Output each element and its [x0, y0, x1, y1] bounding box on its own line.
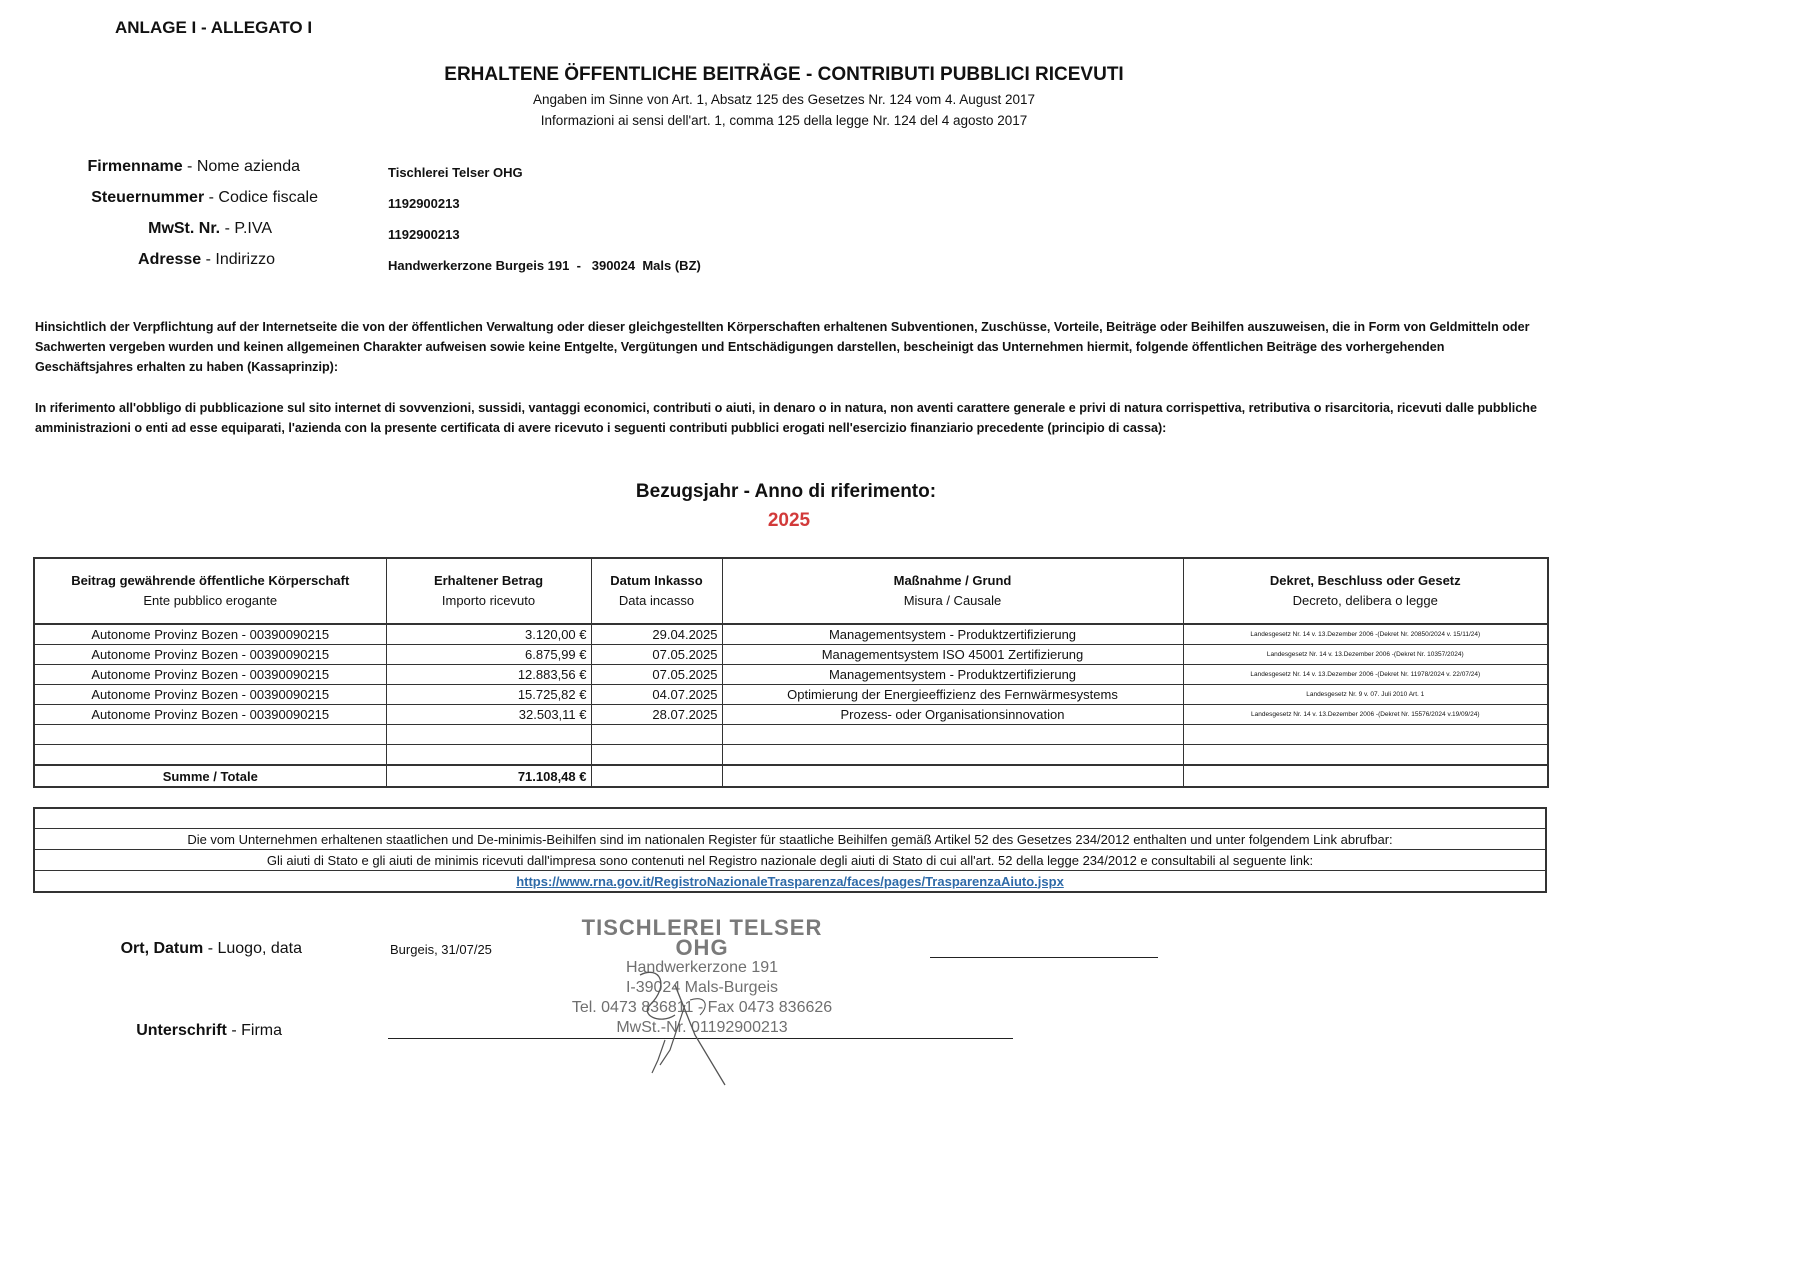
address-value: Handwerkerzone Burgeis 191 - 390024 Mals (BZ)	[388, 258, 701, 273]
table-header-row	[34, 558, 1548, 624]
cell-decree: Landesgesetz Nr. 14 v. 13.Dezember 2006 -(Dekret Nr. 20850/2024 v. 15/11/24)	[1183, 624, 1548, 645]
cell-date: 29.04.2025	[591, 624, 722, 645]
table-row-empty	[34, 745, 1548, 766]
table-row	[34, 665, 1548, 685]
header-date: Datum Inkasso Data incasso	[591, 558, 722, 624]
header-decree: Dekret, Beschluss oder Gesetz Decreto, delibera o legge	[1183, 558, 1548, 624]
cell-ente: Autonome Provinz Bozen - 00390090215	[34, 624, 386, 645]
reference-year-value: 2025	[767, 510, 811, 531]
paragraph-de: Hinsichtlich der Verpflichtung auf der Internetseite die von der öffentlichen Verwaltung oder dieser gleichgestellten Körperschaften erhaltenen Subventionen, Zuschüsse, Vorteile, Beiträge oder Beihilfen auszuweisen, die in Form von Geldmitteln oder Sachwerten vergeben wurden und keinen allgemeinen Charakter aufweisen sowie keine Entgelte, Vergütungen und Entschädigungen darstellen, bescheinigt das Unternehmen hiermit, folgende öffentlichen Beiträge des vorhergehenden Geschäftsjahres erhalten zu haben (Kassaprinzip):	[35, 320, 1530, 374]
cell-ente: Autonome Provinz Bozen - 00390090215	[34, 705, 386, 725]
header-measure: Maßnahme / Grund Misura / Causale	[722, 558, 1183, 624]
vat-number-label: MwSt. Nr. - P.IVA	[148, 220, 272, 237]
handwritten-signature	[590, 945, 770, 1095]
cell-measure: Managementsystem - Produktzertifizierung	[722, 665, 1183, 685]
stamp-line: Handwerkerzone 191	[625, 959, 779, 976]
company-name-value: Tischlerei Telser OHG	[388, 165, 523, 180]
header-ente: Beitrag gewährende öffentliche Körperschaft Ente pubblico erogante	[34, 558, 386, 624]
stamp-line: TISCHLEREI TELSER OHG	[581, 915, 823, 960]
paragraph-it: In riferimento all'obbligo di pubblicazione sul sito internet di sovvenzioni, sussidi, vantaggi economici, contributi o aiuti, in denaro o in natura, non aventi carattere generale e privi di natura corrispettiva, retributiva o risarcitoria, ricevuti dalle pubbliche amministrazioni o enti ad esse equiparati, l'azienda con la presente certificata di avere ricevuto i seguenti contributi pubblici erogati nell'esercizio finanziario precedente (principio di cassa):	[35, 401, 1537, 435]
table-row	[34, 685, 1548, 705]
cell-measure: Prozess- oder Organisationsinnovation	[722, 705, 1183, 725]
vat-number-value: 1192900213	[388, 227, 460, 242]
annex-title: ANLAGE I - ALLEGATO I	[115, 18, 313, 37]
table-row	[34, 624, 1548, 645]
table-row	[34, 705, 1548, 725]
total-value: 71.108,48 €	[386, 765, 591, 787]
subtitle-it: Informazioni ai sensi dell'art. 1, comma 125 della legge Nr. 124 del 4 agosto 2017	[540, 113, 1028, 128]
cell-date: 28.07.2025	[591, 705, 722, 725]
cell-amount: 15.725,82 €	[386, 685, 591, 705]
cell-ente: Autonome Provinz Bozen - 00390090215	[34, 645, 386, 665]
signature-label: Unterschrift - Firma	[136, 1022, 282, 1039]
register-text-it: Gli aiuti di Stato e gli aiuti de minimis ricevuti dall'impresa sono contenuti nel Registro nazionale degli aiuti di Stato di cui all'art. 52 della legge 234/2012 e consultabili al seguente link:	[34, 850, 1546, 871]
table-total-row	[34, 765, 1548, 787]
cell-amount: 3.120,00 €	[386, 624, 591, 645]
register-link[interactable]: https://www.rna.gov.it/RegistroNazionaleTrasparenza/faces/pages/TrasparenzaAiuto.jspx	[516, 873, 1064, 889]
cell-date: 07.05.2025	[591, 665, 722, 685]
stamp-line: MwSt.-Nr. 01192900213	[616, 1019, 788, 1036]
cell-decree: Landesgesetz Nr. 9 v. 07. Juli 2010 Art. 1	[1183, 685, 1548, 705]
cell-ente: Autonome Provinz Bozen - 00390090215	[34, 685, 386, 705]
table-row	[34, 645, 1548, 665]
date-line	[930, 957, 1158, 958]
cell-measure: Managementsystem ISO 45001 Zertifizierung	[722, 645, 1183, 665]
cell-amount: 32.503,11 €	[386, 705, 591, 725]
tax-number-label: Steuernummer - Codice fiscale	[91, 189, 318, 206]
table-row-empty	[34, 725, 1548, 745]
cell-amount: 6.875,99 €	[386, 645, 591, 665]
company-name-label: Firmenname - Nome azienda	[87, 158, 300, 175]
document-title: ERHALTENE ÖFFENTLICHE BEITRÄGE - CONTRIBUTI PUBBLICI RICEVUTI	[444, 64, 1124, 85]
cell-ente: Autonome Provinz Bozen - 00390090215	[34, 665, 386, 685]
subtitle-de: Angaben im Sinne von Art. 1, Absatz 125 des Gesetzes Nr. 124 vom 4. August 2017	[532, 92, 1036, 107]
place-date-label: Ort, Datum - Luogo, data	[120, 940, 302, 957]
header-amount: Erhaltener Betrag Importo ricevuto	[386, 558, 591, 624]
address-label: Adresse - Indirizzo	[138, 251, 275, 268]
cell-decree: Landesgesetz Nr. 14 v. 13.Dezember 2006 -(Dekret Nr. 10357/2024)	[1183, 645, 1548, 665]
cell-measure: Managementsystem - Produktzertifizierung	[722, 624, 1183, 645]
total-label: Summe / Totale	[34, 765, 386, 787]
stamp-line: Tel. 0473 836811 - Fax 0473 836626	[571, 999, 833, 1016]
cell-measure: Optimierung der Energieeffizienz des Fernwärmesystems	[722, 685, 1183, 705]
register-text-de: Die vom Unternehmen erhaltenen staatlichen und De-minimis-Beihilfen sind im nationalen Register für staatliche Beihilfen gemäß Artikel 52 des Gesetzes 234/2012 enthalten und unter folgendem Link abrufbar:	[34, 829, 1546, 850]
place-date-value: Burgeis, 31/07/25	[390, 942, 492, 957]
cell-decree: Landesgesetz Nr. 14 v. 13.Dezember 2006 -(Dekret Nr. 11978/2024 v. 22/07/24)	[1183, 665, 1548, 685]
cell-decree: Landesgesetz Nr. 14 v. 13.Dezember 2006 -(Dekret Nr. 15576/2024 v.19/09/24)	[1183, 705, 1548, 725]
cell-date: 07.05.2025	[591, 645, 722, 665]
cell-date: 04.07.2025	[591, 685, 722, 705]
tax-number-value: 1192900213	[388, 196, 460, 211]
stamp-line: I-39024 Mals-Burgeis	[625, 979, 779, 996]
reference-year-label: Bezugsjahr - Anno di riferimento:	[635, 481, 937, 502]
contributions-table	[33, 557, 1549, 788]
cell-amount: 12.883,56 €	[386, 665, 591, 685]
state-aid-register-box	[33, 807, 1547, 893]
